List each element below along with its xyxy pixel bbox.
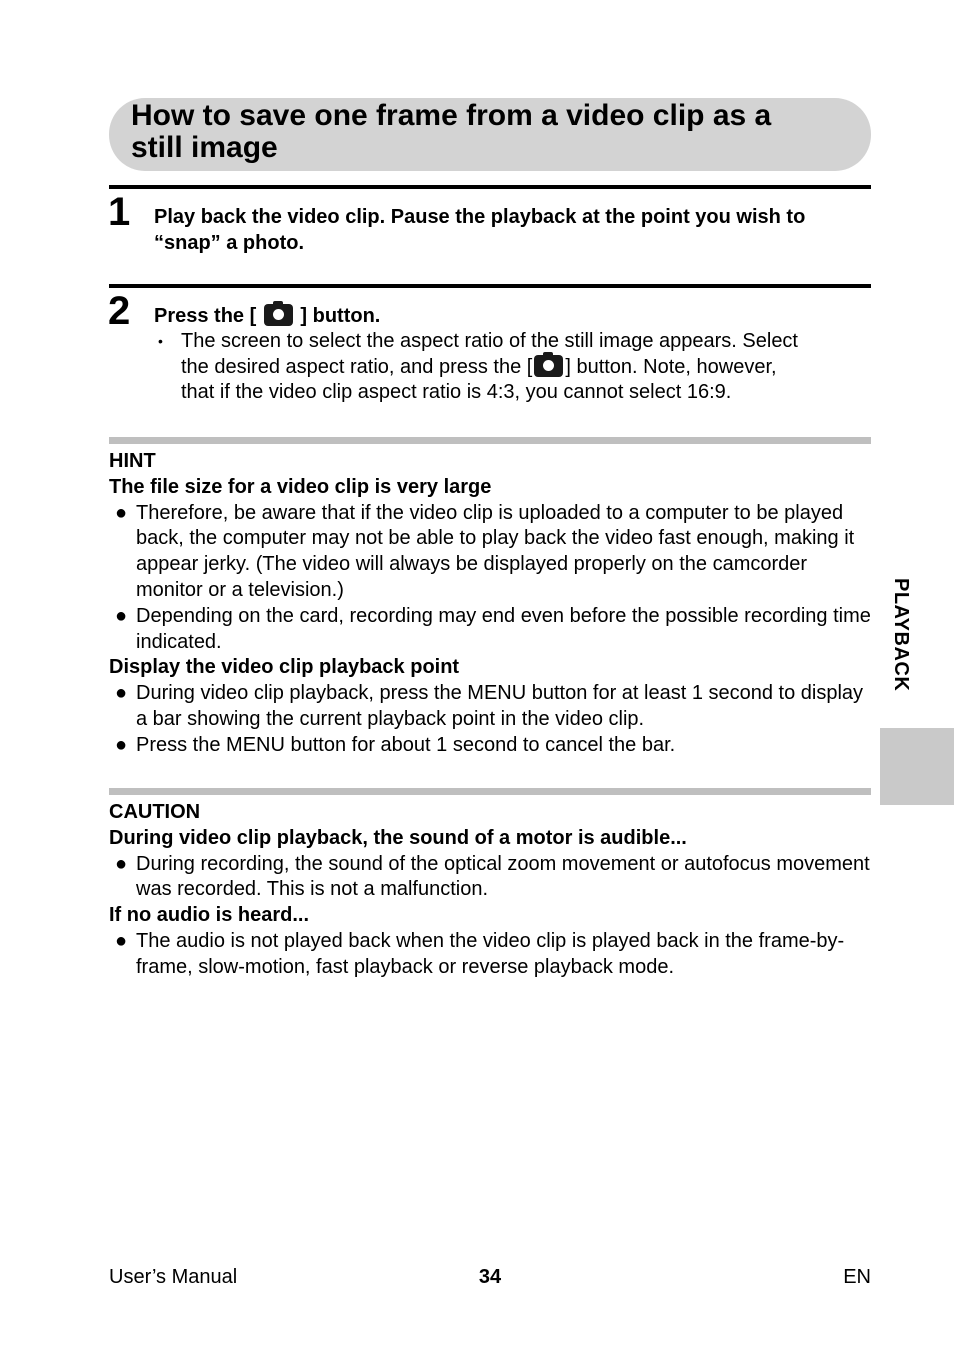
step-2-heading-pre: Press the [ (154, 305, 257, 327)
step-2-divider (109, 284, 871, 288)
step-2-number: 2 (108, 289, 131, 333)
step-1-divider (109, 185, 871, 189)
footer-manual-name: User’s Manual (109, 1266, 238, 1288)
hint-heading-1: The file size for a video clip is very large (109, 475, 492, 498)
bullet-dot: ● (115, 604, 128, 627)
caution-section (109, 800, 874, 981)
step-2-note-line2-post: ] button. Note, however, (565, 355, 777, 378)
page-title-line1: How to save one frame from a video clip as a (131, 99, 772, 132)
bullet-dot: ● (115, 852, 128, 875)
step-1-heading-line1: Play back the video clip. Pause the playback at the point you wish to (154, 206, 806, 228)
hint-bullet-2-2: Press the MENU button for about 1 second to cancel the bar. (136, 733, 676, 756)
caution-divider (109, 788, 871, 795)
step-2-heading-post: ] button. (300, 305, 381, 327)
caution-label: CAUTION (109, 801, 201, 823)
caution-bullet-1-1: During recording, the sound of the optical zoom movement or autofocus movement was recorded. This is not a malfunction. (136, 852, 870, 901)
hint-bullet-2-1: During video clip playback, press the MENU button for at least 1 second to display a bar showing the current playback point in the video clip. (136, 682, 864, 730)
page-title (131, 100, 851, 164)
list-item (109, 733, 874, 759)
hint-divider (109, 437, 871, 444)
side-tab-label: PLAYBACK (890, 578, 912, 692)
bullet-dot: ● (115, 929, 128, 952)
caution-heading-2: If no audio is heard... (109, 904, 310, 927)
bullet-dot: ● (115, 501, 128, 524)
camera-icon (534, 355, 563, 377)
list-item (109, 852, 874, 904)
step-1-number: 1 (108, 190, 131, 234)
page-number: 34 (478, 1266, 502, 1288)
footer-language: EN (843, 1266, 871, 1288)
camera-icon (264, 304, 293, 326)
note-bullet: • (158, 333, 163, 349)
list-item (109, 681, 874, 733)
bullet-dot: ● (115, 733, 128, 756)
side-tab (880, 728, 954, 805)
step-2-heading (154, 303, 872, 329)
caution-heading-1: During video clip playback, the sound of a motor is audible... (109, 826, 687, 849)
step-1-heading (154, 204, 872, 256)
hint-bullet-1-2: Depending on the card, recording may end even before the possible recording time indicated. (136, 604, 871, 653)
caution-bullet-2-1: The audio is not played back when the video clip is played back in the frame-by-frame, slow-motion, fast playback or reverse playback mode. (136, 929, 845, 978)
page-title-line2: still image (131, 131, 278, 164)
step-2-note-line1: The screen to select the aspect ratio of the still image appears. Select (181, 330, 798, 352)
hint-section (109, 449, 874, 759)
hint-heading-2: Display the video clip playback point (109, 656, 460, 679)
step-2-note-line2-pre: the desired aspect ratio, and press the [ (181, 355, 533, 378)
list-item (109, 604, 874, 656)
step-1-heading-line2: “snap” a photo. (154, 232, 304, 254)
list-item (109, 929, 874, 981)
hint-label: HINT (109, 450, 156, 472)
step-2-note-line3: that if the video clip aspect ratio is 4:3, you cannot select 16:9. (181, 381, 732, 403)
bullet-dot: ● (115, 682, 128, 705)
section-title-banner (109, 98, 871, 171)
step-2-note-line2 (181, 355, 872, 381)
hint-bullet-1-1: Therefore, be aware that if the video clip is uploaded to a computer to be played back, the computer may not be able to play back the video fast enough, making it appear jerky. (The video will always be displayed properly on the camcorder monitor or a television.) (136, 501, 855, 601)
list-item (109, 501, 874, 604)
step-2-note (154, 329, 872, 406)
